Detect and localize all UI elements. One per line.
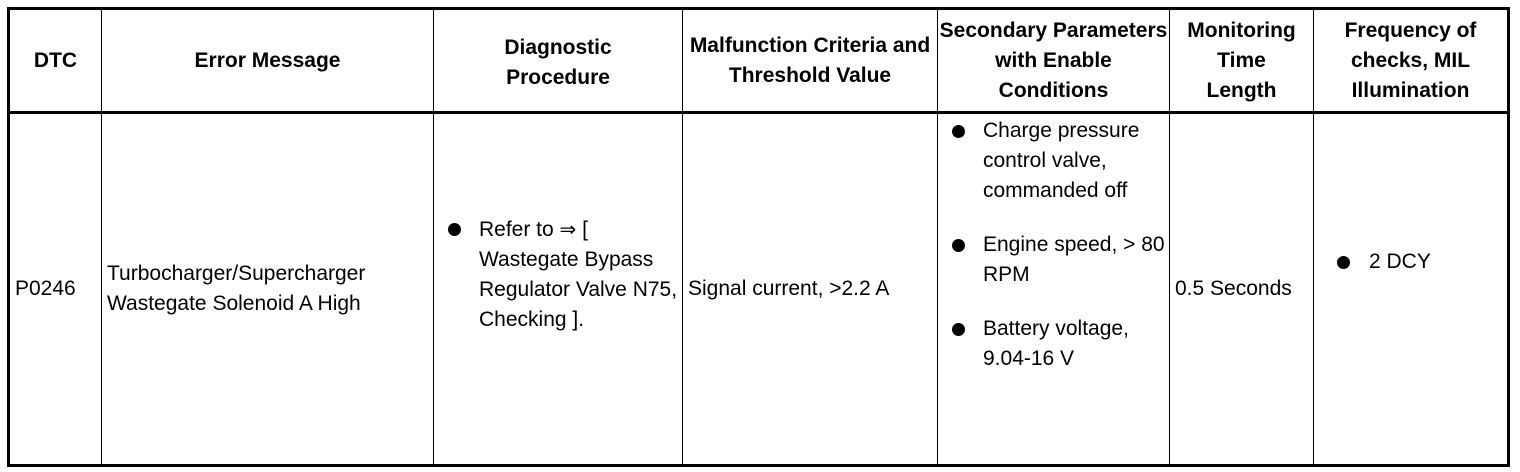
- header-row: [9, 9, 1509, 113]
- dtc-table: [7, 7, 1510, 467]
- header-dtc: DTC: [9, 9, 102, 113]
- table-row: [9, 113, 1509, 466]
- list-item: Engine speed, > 80 RPM: [938, 230, 1169, 290]
- list-item: Battery voltage, 9.04-16 V: [938, 314, 1169, 374]
- header-frequency: Frequency of checks, MIL Illumination: [1314, 9, 1509, 113]
- frequency-cell: [1314, 113, 1509, 466]
- header-secondary-parameters: Secondary Parameters with Enable Conditions: [938, 9, 1170, 113]
- header-malfunction-criteria: Malfunction Criteria and Threshold Value: [683, 9, 938, 113]
- list-item: [434, 214, 682, 335]
- header-monitoring-time: Monitoring Time Length: [1170, 9, 1314, 113]
- header-error-message: Error Message: [102, 9, 434, 113]
- dtc-code: P0246: [9, 113, 102, 466]
- malfunction-criteria: Signal current, >2.2 A: [683, 113, 938, 466]
- list-item: 2 DCY: [1314, 247, 1507, 277]
- list-item: Charge pressure control valve, commanded off: [938, 116, 1169, 206]
- refer-to-text: Refer to: [479, 217, 560, 241]
- secondary-parameters-list: [938, 116, 1169, 374]
- diagnostic-procedure-list: [434, 214, 682, 335]
- header-diagnostic-procedure: Diagnostic Procedure: [434, 9, 683, 113]
- monitoring-time: 0.5 Seconds: [1170, 113, 1314, 466]
- error-message: Turbocharger/Supercharger Wastegate Solenoid A High: [102, 113, 434, 466]
- procedure-link[interactable]: [ Wastegate Bypass Regulator Valve N75, Checking ].: [479, 217, 678, 331]
- diagnostic-procedure-cell: [434, 113, 683, 466]
- arrow-icon: ⇒: [559, 216, 577, 241]
- frequency-list: [1314, 247, 1507, 277]
- secondary-parameters-cell: [938, 113, 1170, 466]
